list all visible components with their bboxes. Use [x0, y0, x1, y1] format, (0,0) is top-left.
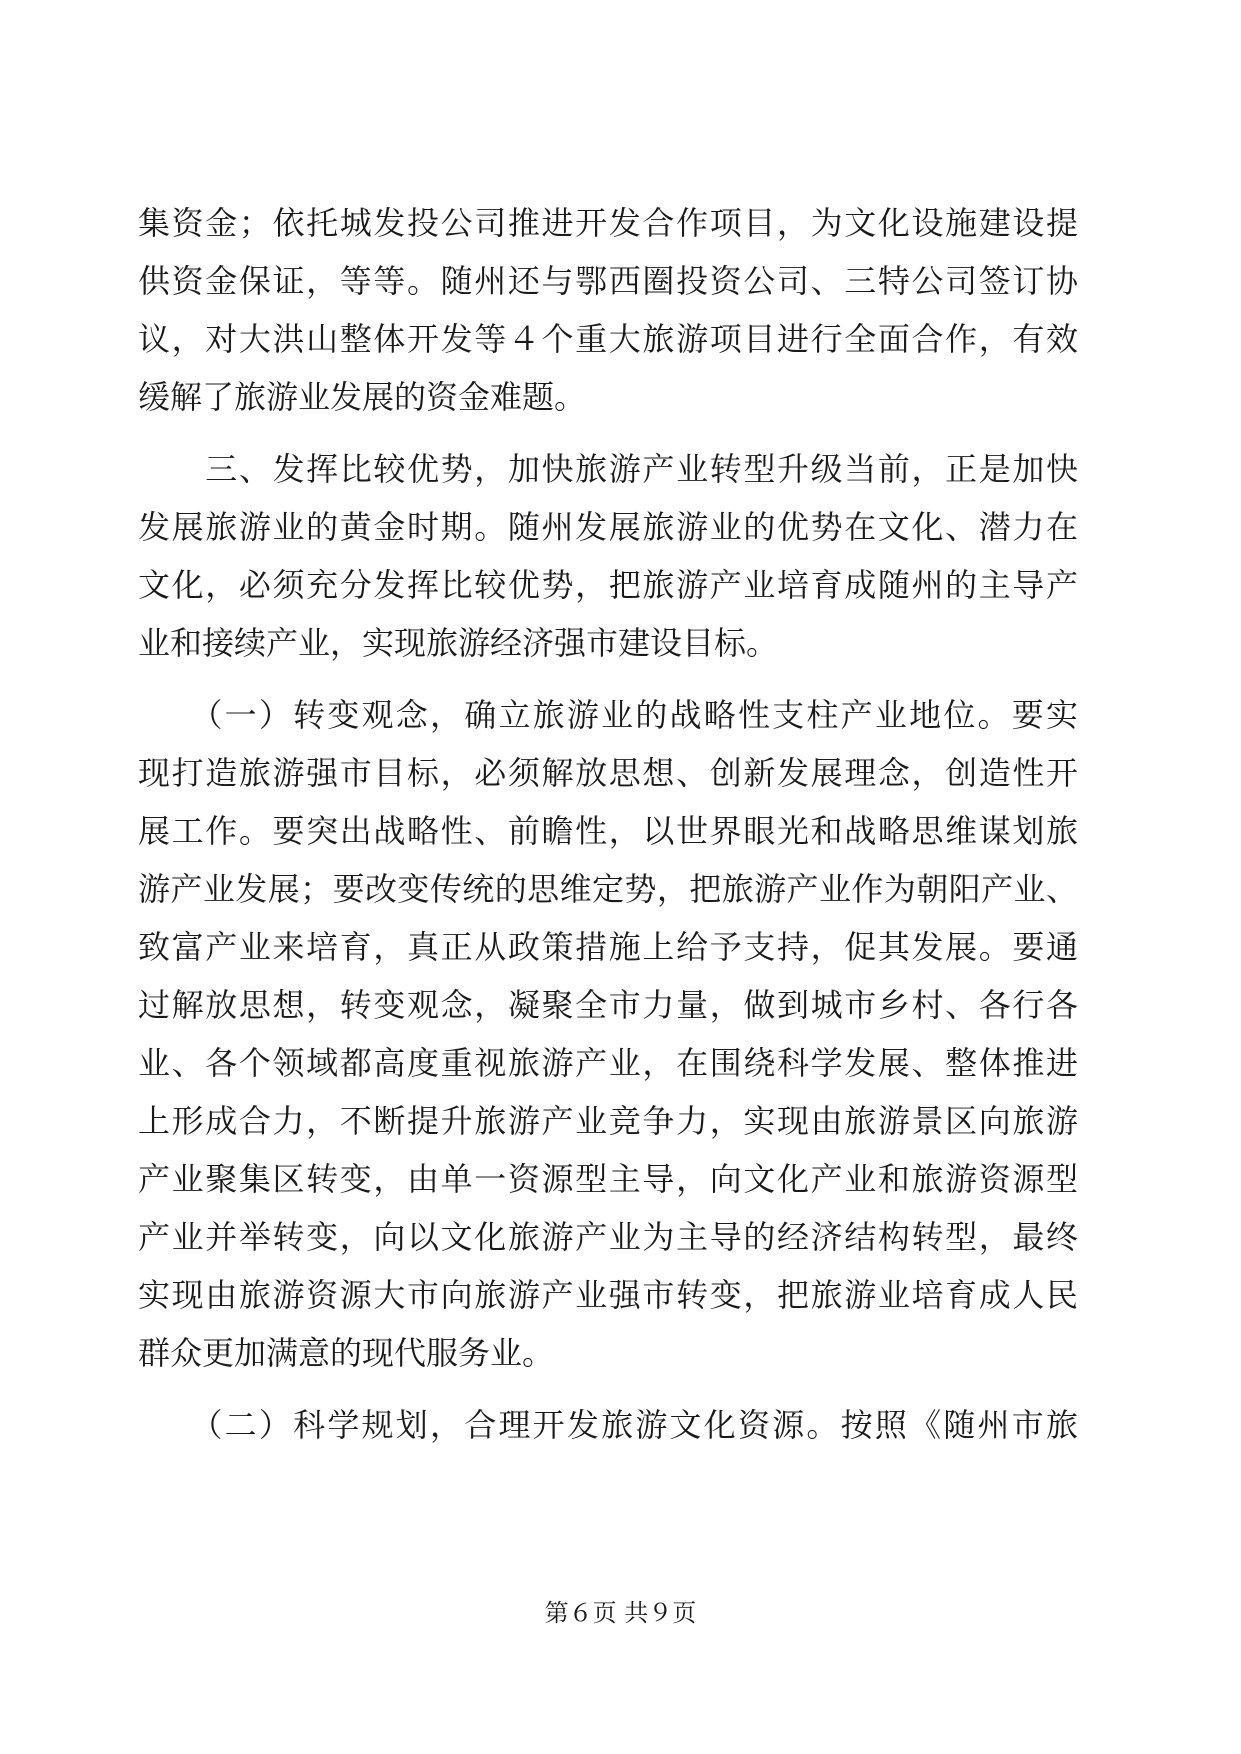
text-line: （一）转变观念，确立旅游业的战略性支柱产业地位。要实: [138, 696, 1078, 734]
text-line: 缓解了旅游业发展的资金难题。: [138, 378, 587, 416]
text-line: 发展旅游业的黄金时期。随州发展旅游业的优势在文化、潜力在: [138, 508, 1078, 546]
page-footer: 第６页 共９页: [544, 1599, 697, 1627]
text-line: 产业聚集区转变，由单一资源型主导，向文化产业和旅游资源型: [138, 1160, 1078, 1198]
text-line: 过解放思想，转变观念，凝聚全市力量，做到城市乡村、各行各: [138, 986, 1078, 1024]
text-line: （二）科学规划，合理开发旅游文化资源。按照《随州市旅: [138, 1406, 1078, 1444]
text-line: 上形成合力，不断提升旅游产业竞争力，实现由旅游景区向旅游: [138, 1102, 1078, 1140]
text-line: 实现由旅游资源大市向旅游产业强市转变，把旅游业培育成人民: [138, 1276, 1078, 1314]
text-line: 群众更加满意的现代服务业。: [138, 1334, 555, 1372]
text-line: 产业并举转变，向以文化旅游产业为主导的经济结构转型，最终: [138, 1218, 1078, 1256]
text-line: 议，对大洪山整体开发等４个重大旅游项目进行全面合作，有效: [138, 320, 1078, 358]
text-line: 三、发挥比较优势，加快旅游产业转型升级当前，正是加快: [138, 450, 1078, 488]
text-line: 致富产业来培育，真正从政策措施上给予支持，促其发展。要通: [138, 928, 1078, 966]
text-line: 业和接续产业，实现旅游经济强市建设目标。: [138, 624, 779, 662]
text-line: 集资金；依托城发投公司推进开发合作项目，为文化设施建设提: [138, 204, 1078, 242]
text-line: 文化，必须充分发挥比较优势，把旅游产业培育成随州的主导产: [138, 566, 1078, 604]
text-line: 供资金保证，等等。随州还与鄂西圈投资公司、三特公司签订协: [138, 262, 1078, 300]
text-line: 现打造旅游强市目标，必须解放思想、创新发展理念，创造性开: [138, 754, 1078, 792]
text-line: 展工作。要突出战略性、前瞻性，以世界眼光和战略思维谋划旅: [138, 812, 1078, 850]
text-line: 业、各个领域都高度重视旅游产业，在围绕科学发展、整体推进: [138, 1044, 1078, 1082]
text-line: 游产业发展；要改变传统的思维定势，把旅游产业作为朝阳产业、: [138, 870, 1078, 908]
